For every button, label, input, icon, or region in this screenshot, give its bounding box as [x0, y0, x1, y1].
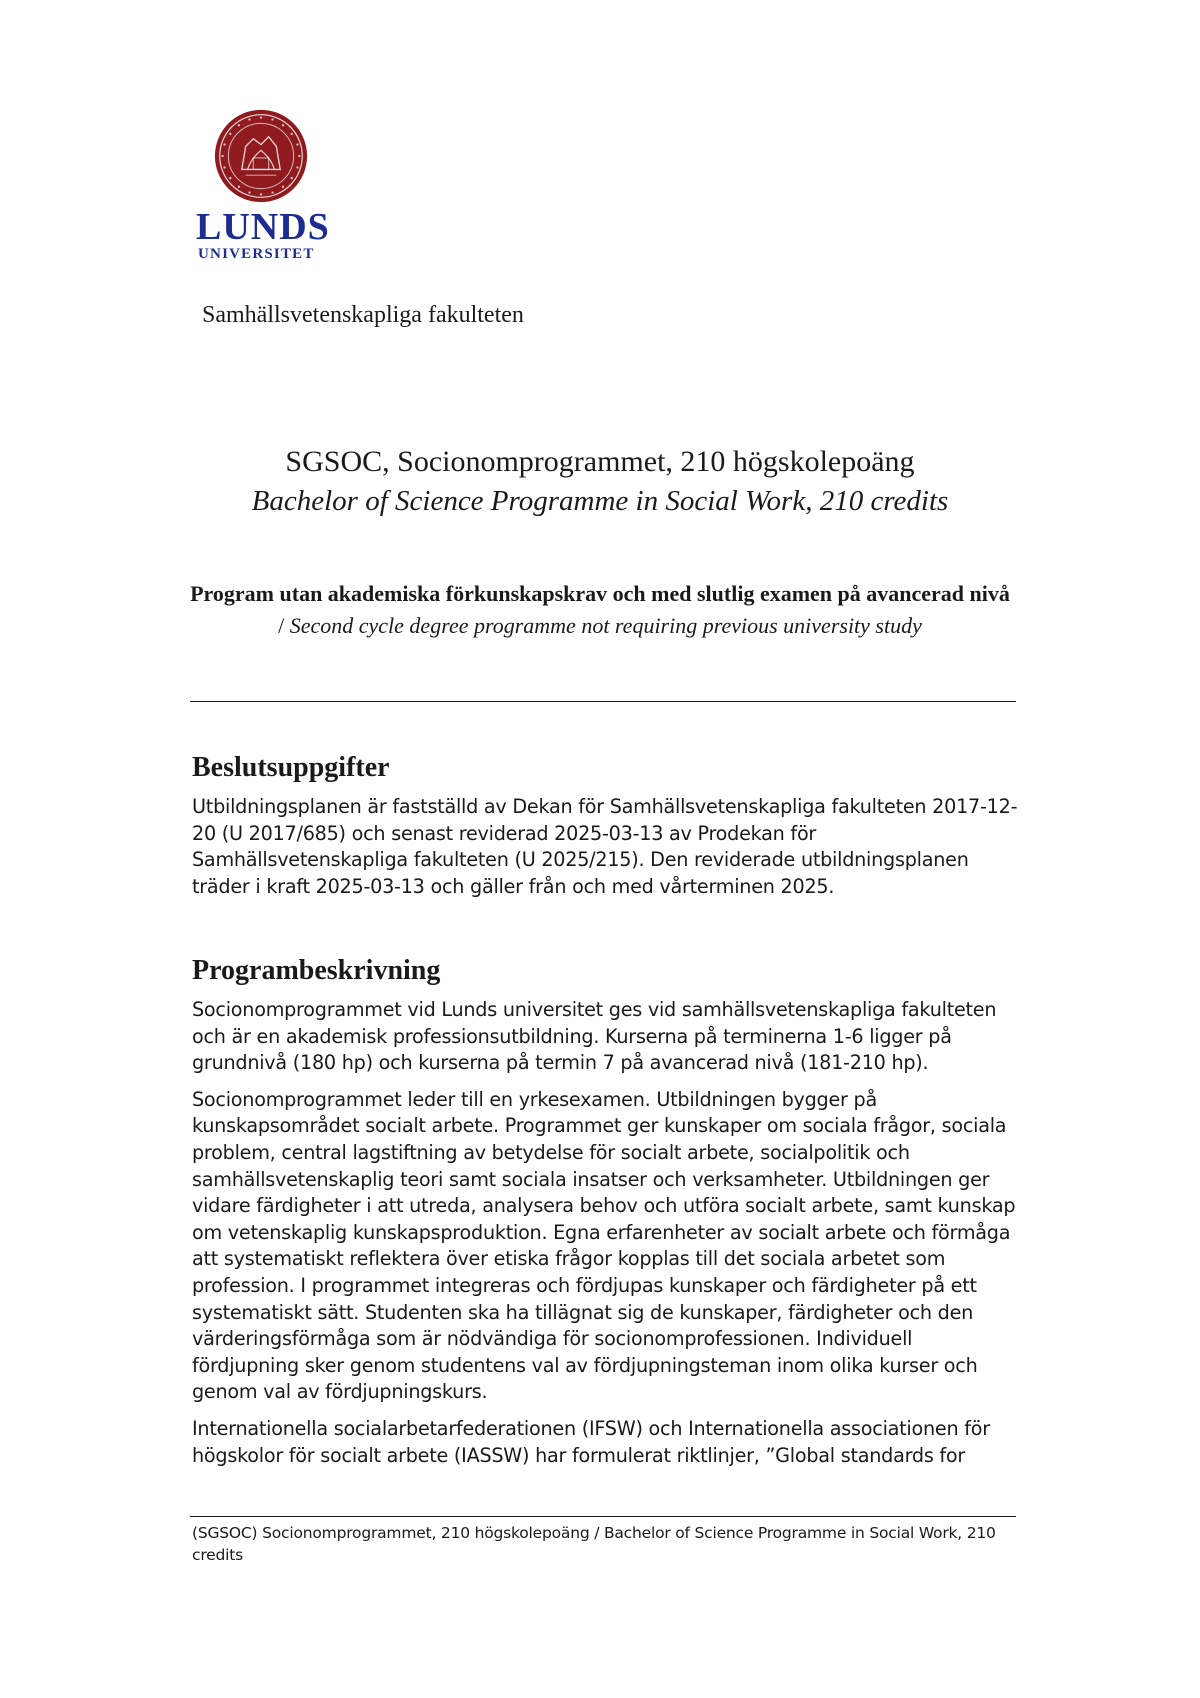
programme-title [190, 442, 1010, 520]
section-paragraph: Internationella socialarbetarfederationen (IFSW) och Internationella associationen för högskolor för socialt arbete (IASSW) har formulerat riktlinjer, ”Global standards for [192, 1416, 990, 1467]
section-decision-details [192, 750, 1022, 910]
section-programme-description [192, 953, 1022, 1479]
page-footer: (SGSOC) Socionomprogrammet, 210 högskolepoäng / Bachelor of Science Programme in Social Work, 210 credits [192, 1524, 996, 1564]
wordmark-line-1: LUNDS [196, 206, 330, 248]
section-paragraph: Socionomprogrammet leder till en yrkesexamen. Utbildningen bygger på kunskapsområdet socialt arbete. Programmet ger kunskaper om sociala frågor, sociala problem, central lagstiftning av betydelse för socialt arbete, socialpolitik och samhällsvetenskaplig teori samt sociala insatser och verksamheter. Utbildningen ger vidare färdigheter i att utreda, analysera behov och utföra socialt arbete, samt kunskap om vetenskaplig kunskapsproduktion. Egna erfarenheter av socialt arbete och förmåga att systematiskt reflektera över etiska frågor kopplas till det sociala arbetet som profession. I programmet integreras och fördjupas kunskaper och färdigheter på ett systematiskt sätt. Studenten ska ha tillägnat sig de kunskaper, färdigheter och den värderingsförmåga som är nödvändiga för socionomprofessionen. Individuell fördjupning sker genom studentens val av fördjupningsteman inom olika kurser och genom val av fördjupningskurs. [192, 1087, 1016, 1404]
faculty-name: Samhällsvetenskapliga fakulteten [202, 302, 524, 328]
university-wordmark [196, 206, 330, 262]
level-separator: / [278, 613, 290, 638]
wordmark-line-2: UNIVERSITET [198, 246, 315, 262]
header-divider [190, 701, 1016, 702]
title-swedish: SGSOC, Socionomprogrammet, 210 högskolepoäng [285, 445, 915, 478]
level-english: Second cycle degree programme not requiring previous university study [289, 613, 922, 638]
section-heading: Beslutsuppgifter [192, 752, 390, 783]
section-paragraph: Utbildningsplanen är fastställd av Dekan för Samhällsvetenskapliga fakulteten 2017-12-20 (U 2017/685) och senast reviderad 2025-03-13 av Prodekan för Samhällsvetenskapliga fakulteten (U 2025/215). Den reviderade utbildningsplanen träder i kraft 2025-03-13 och gäller från och med vårterminen 2025. [192, 795, 1018, 898]
section-paragraph: Socionomprogrammet vid Lunds universitet ges vid samhällsvetenskapliga fakulteten och är en akademisk professionsutbildning. Kurserna på terminerna 1-6 ligger på grundnivå (180 hp) och kurserna på termin 7 på avancerad nivå (181-210 hp). [192, 998, 997, 1075]
footer-divider [190, 1516, 1016, 1517]
title-english: Bachelor of Science Programme in Social Work, 210 credits [251, 485, 949, 517]
programme-level [190, 578, 1010, 642]
level-swedish: Program utan akademiska förkunskapskrav och med slutlig examen på avancerad nivå [190, 581, 1010, 606]
lund-university-seal-icon [213, 108, 309, 204]
section-heading: Programbeskrivning [192, 955, 441, 986]
university-logo [196, 108, 330, 268]
